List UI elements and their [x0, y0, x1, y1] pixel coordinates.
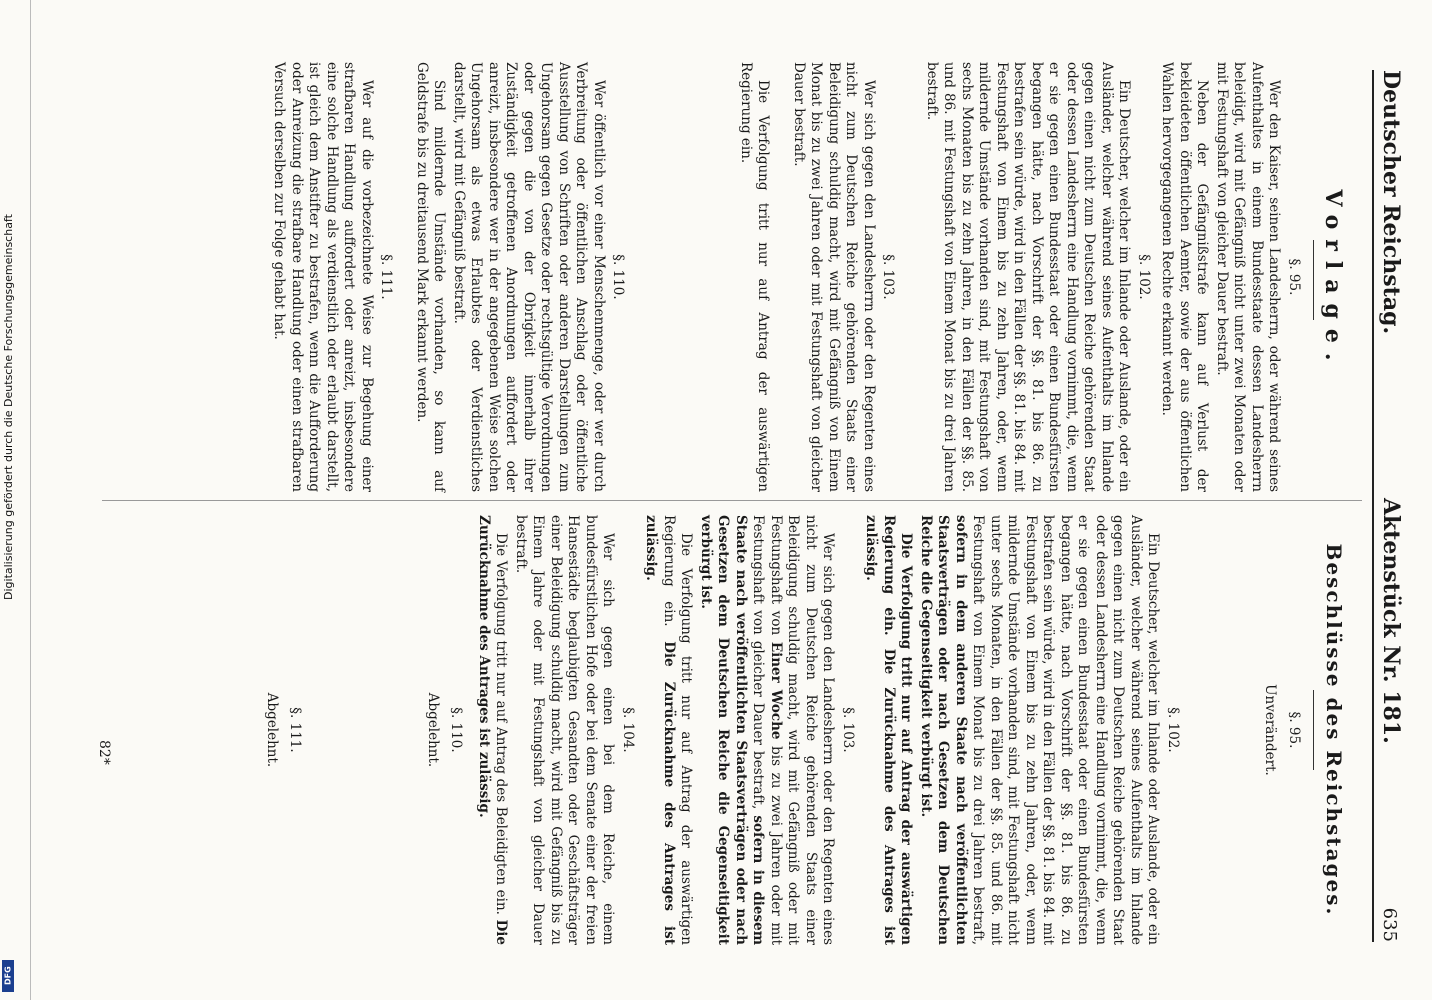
scan-edge	[30, 0, 31, 1000]
paragraph: Wer sich gegen den Landesherrn oder den Regenten eines nicht zum Deutschen Reiche gehörenden Staats einer Beleidigung schuldig macht, wird mit Gefängniß von Einem Monat bis zu zwei Jahren oder mit Festungshaft von gleicher Dauer bestraft.	[791, 62, 877, 492]
paragraph: Wer sich gegen einen bei dem Reiche, einem bundesfürstlichen Hofe oder bei dem Senate einer der freien Hansestädte beglaubigten Gesandten oder Geschäftsträger einer Beleidigung schuldig macht, wird mit Gefängniß bis zu Einem Jahre oder mit Festungshaft von gleicher Dauer bestraft.	[513, 515, 617, 945]
section-title: §. 103.	[880, 254, 897, 300]
paragraph: Ein Deutscher, welcher im Inlande oder Auslande, oder ein Ausländer, welcher während seines Aufenthalts im Inlande gegen einen nicht zum Deutschen Reiche gehörenden Staat oder dessen Landesherrn eine Handlung vornimmt, die, wenn er sie gegen einen Bundesstaat oder einen Bundesfürsten begangen hätte, nach Vorschrift der §§. 81. bis 86. zu bestrafen sein würde, wird in den Fällen der §§. 81. bis 84. mit Festungshaft von Einem bis zu zehn Jahren, oder, wenn mildernde Umstände vorhanden sind, mit Festungshaft von sechs Monaten bis zu zehn Jahren, in den Fällen der §§. 85. und 86. mit Festungshaft von Einem Monat bis zu drei Jahren bestraft.	[924, 62, 1133, 492]
header-rule	[1372, 70, 1374, 942]
section-title: §. 95.	[1286, 711, 1302, 749]
section-title: §. 110.	[610, 254, 627, 300]
decision-103	[642, 515, 856, 945]
amendment-run: Die Zurücknahme des Antrages ist zulässig.	[476, 515, 510, 945]
amendment-run: Einer Woche	[768, 641, 784, 740]
amendment-run: sofern in dem anderen Staate nach veröffentlichten Staatsverträgen oder nach Gesetzen dem Deutschen Reiche die Gegenseitigkeit verbürgt ist.	[918, 515, 969, 945]
decision-102	[862, 515, 1181, 945]
text-run: Wer sich gegen den Landesherrn oder den Regenten eines nicht zum Deutschen Reiche gehörenden Staats einer Beleidigung schuldig macht, wird mit Gefängniß oder mit Festungshaft von	[768, 515, 837, 945]
section-102	[923, 62, 1153, 492]
paragraph	[475, 515, 510, 945]
section-103	[737, 62, 897, 492]
paragraph	[917, 515, 1162, 945]
amendment-run: Die Zurücknahme des Antrages ist zulässig.	[643, 515, 677, 945]
section-title: §. 102.	[1165, 707, 1181, 753]
decision-95	[1261, 515, 1302, 945]
section-title: §. 111.	[378, 254, 395, 300]
right-heading-rule	[1313, 690, 1314, 770]
header-page-number: 635	[1379, 907, 1400, 942]
amendment-run: sofern in diesem Staate nach veröffentlichten Staatsverträgen oder nach Gesetzen dem Deutschen Reiche die Gegenseitigkeit verbürgt ist.	[698, 515, 767, 945]
signature-mark: 82*	[96, 740, 112, 765]
left-column-heading: Vorlage.	[1320, 189, 1346, 371]
decision-104	[475, 515, 637, 945]
paragraph: Wer auf die vorbezeichnete Weise zur Begehung einer strafbaren Handlung auffordert oder anreizt, insbesondere eine solche Handlung als verdienstlich oder erlaubt darstellt, ist gleich dem Anstifter zu bestrafen, wenn die Aufforderung oder Anreizung die strafbare Handlung oder einen strafbaren Versuch derselben zur Folge gehabt hat.	[271, 62, 375, 492]
section-title: §. 111.	[287, 707, 304, 753]
left-heading-rule	[1313, 240, 1314, 320]
text-run: Die Verfolgung tritt nur auf Antrag der auswärtigen Regierung ein.	[661, 515, 695, 945]
decision-text: Abgelehnt.	[425, 692, 441, 768]
header-publication: Deutscher Reichstag.	[1378, 70, 1404, 335]
column-divider	[102, 500, 1362, 501]
dfg-logo-icon: DFG	[2, 960, 14, 992]
section-110	[413, 62, 627, 492]
section-title: §. 110.	[448, 707, 465, 753]
decision-text: Unverändert.	[1262, 684, 1279, 776]
header-document-number: Aktenstück Nr. 181.	[1378, 497, 1404, 744]
left-column	[268, 62, 1308, 492]
digitization-note: Digitalisierung gefördert durch die Deutsche Forschungsgemeinschaft	[2, 214, 15, 600]
section-title: §. 103.	[840, 707, 856, 753]
right-column	[259, 515, 1309, 945]
paragraph	[642, 515, 695, 945]
paragraph: Die Verfolgung tritt nur auf Antrag der auswärtigen Regierung ein.	[738, 62, 772, 492]
paragraph: Sind mildernde Umstände vorhanden, so kann auf Geldstrafe bis zu dreitausend Mark erkannt werden.	[414, 62, 448, 492]
paragraph	[697, 515, 837, 945]
text-run: bis zu zwei Jahren oder mit Festungshaft von gleicher Dauer bestraft,	[750, 515, 784, 946]
section-title: §. 104.	[620, 707, 636, 753]
text-run: Die Verfolgung tritt nur auf Antrag des Beleidigten ein.	[493, 533, 510, 915]
section-title: §. 102.	[1136, 254, 1152, 300]
decision-text: Abgelehnt.	[264, 692, 280, 768]
section-title: §. 95.	[1286, 258, 1302, 296]
amendment-paragraph: Die Verfolgung tritt nur auf Antrag der auswärtigen Regierung ein. Die Zurücknahme des Antrages ist zulässig.	[863, 515, 915, 945]
page-header	[1376, 70, 1404, 942]
text-run: Ein Deutscher, welcher im Inlande oder Auslande, oder ein Ausländer, welcher während seines Aufenthalts im Inlande gegen einen nicht zum Deutschen Reiche gehörenden Staat oder dessen Landesherrn eine Handlung vornimmt, die, wenn er sie gegen einen Bundesstaat oder einen Bundesfürsten begangen hätte, nach Vorschrift der §§. 81. bis 86. zu bestrafen sein würde, wird in den Fällen der §§. 81. bis 84. mit Festungshaft von Einem bis zu zehn Jahren, oder, wenn mildernde Umstände vorhanden sind, mit Festungshaft nicht unter sechs Monaten, in den Fällen der §§. 85. und 86. mit Festungshaft von Einem Monat bis zu drei Jahren bestraft,	[970, 515, 1162, 945]
decision-110	[424, 515, 465, 945]
section-111	[270, 62, 395, 492]
paragraph: Wer den Kaiser, seinen Landesherrn, oder während seines Aufenthaltes in einem Bundesstaate dessen Landesherrn beleidigt, wird mit Gefängniß nicht unter zwei Monaten oder mit Festungshaft von gleicher Dauer bestraft.	[1214, 62, 1283, 492]
paragraph: Wer öffentlich vor einer Menschenmenge, oder wer durch Verbreitung oder öffentlichen Anschlag oder öffentliche Ausstellung von Schriften oder anderen Darstellungen zum Ungehorsam gegen Gesetze oder rechtsgültige Verordnungen oder gegen die von der Obrigkeit innerhalb ihrer Zuständigkeit getroffenen Anordnungen auffordert oder anreizt, insbesondere wer in der angegebenen Weise solchen Ungehorsam als etwas Erlaubtes oder Verdienstliches darstellt, wird mit Gefängniß bestraft.	[451, 62, 607, 492]
section-95	[1158, 62, 1302, 492]
right-column-heading: Beschlüsse des Reichstages.	[1322, 543, 1346, 917]
decision-111	[263, 515, 304, 945]
paragraph: Neben der Gefängnißstrafe kann auf Verlust der bekleideten öffentlichen Aemter, sowie der aus öffentlichen Wahlen hervorgegangenen Rechte erkannt werden.	[1159, 62, 1211, 492]
